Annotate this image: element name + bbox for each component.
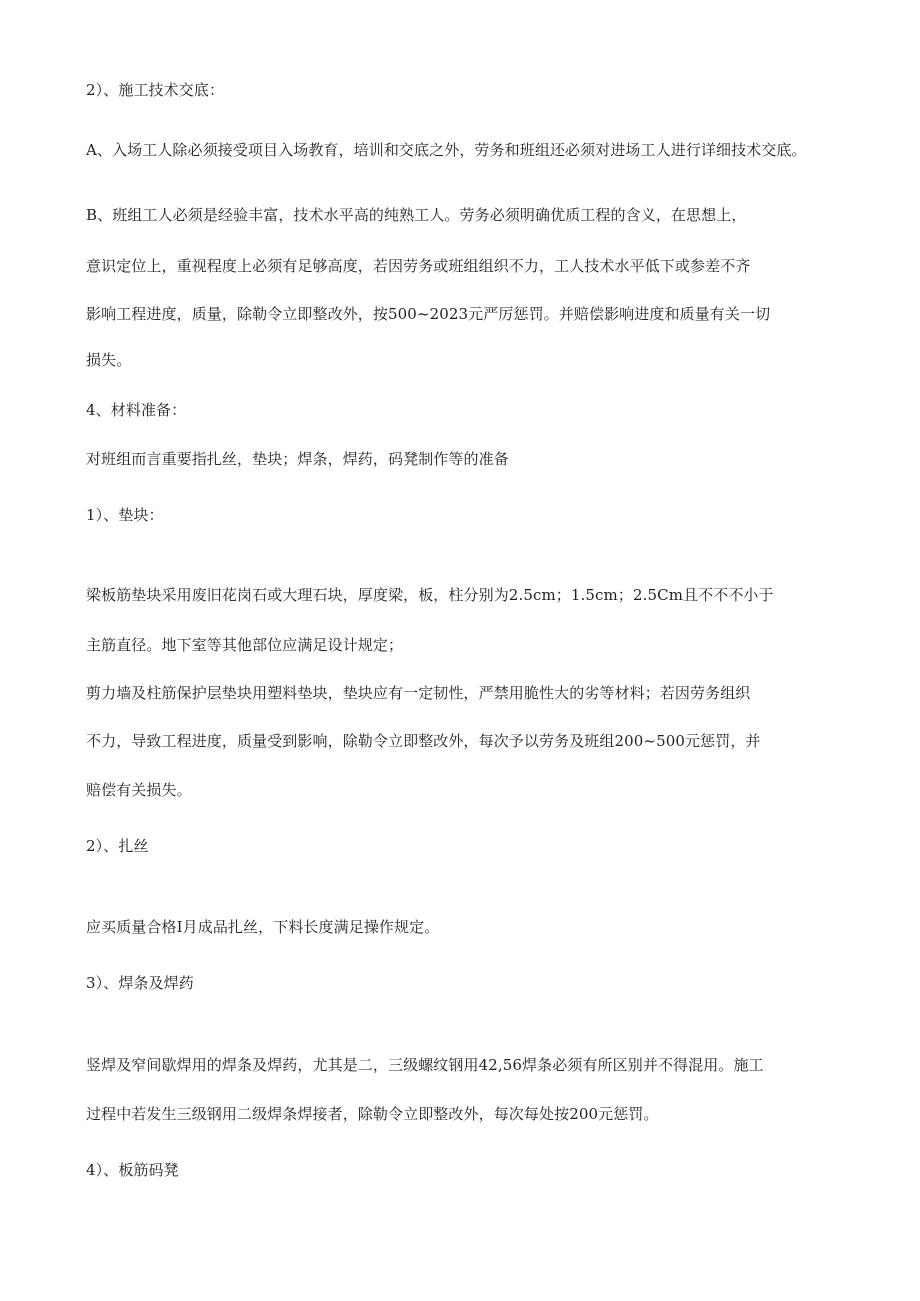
paragraph-a: A、入场工人除必须接受项目入场教育，培训和交底之外，劳务和班组还必须对进场工人进行详细技术交底。 — [86, 141, 807, 159]
paragraph-welding-line-2: 过程中若发生三级钢用二级焊条焊接者，除勒令立即整改外，每次每处按200元惩罚。 — [86, 1105, 659, 1123]
paragraph-spacer-line-1: 梁板筋垫块采用废旧花岗石或大理石块，厚度梁，板，柱分别为2.5cm；1.5cm；2.5Cm且不不不小于 — [86, 586, 774, 604]
heading-spacer-blocks: 1）、垫块： — [86, 506, 164, 524]
paragraph-binding-wire: 应买质量合格I月成品扎丝，下料长度满足操作规定。 — [86, 918, 440, 936]
paragraph-plastic-spacer-line-2: 不力，导致工程进度，质量受到影响，除勒令立即整改外，每次予以劳务及班组200~500元惩罚，并 — [86, 732, 761, 750]
paragraph-b-line-3: 影响工程进度，质量，除勒令立即整改外，按500~2023元严厉惩罚。并赔偿影响进度和质量有关一切 — [86, 305, 771, 323]
paragraph-spacer-line-2: 主筋直径。地下室等其他部位应满足设计规定； — [86, 636, 404, 654]
paragraph-b-line-2: 意识定位上，重视程度上必须有足够高度，若因劳务或班组组织不力，工人技术水平低下或参差不齐 — [86, 257, 751, 275]
paragraph-material-intro: 对班组而言重要指扎丝，垫块；焊条，焊药，码凳制作等的准备 — [86, 450, 509, 468]
paragraph-plastic-spacer-line-1: 剪力墙及柱筋保护层垫块用塑料垫块，垫块应有一定韧性，严禁用脆性大的劣等材料；若因劳务组织 — [86, 684, 751, 702]
heading-welding-rods: 3）、焊条及焊药 — [86, 974, 194, 992]
paragraph-plastic-spacer-line-3: 赔偿有关损失。 — [86, 781, 192, 799]
heading-material-preparation: 4、材料准备： — [86, 401, 187, 419]
heading-binding-wire: 2）、扎丝 — [86, 837, 149, 855]
paragraph-welding-line-1: 竖焊及窄间歇焊用的焊条及焊药，尤其是二，三级螺纹钢用42,56焊条必须有所区别并不得混用。施工 — [86, 1056, 764, 1074]
paragraph-b-line-4: 损失。 — [86, 351, 132, 369]
paragraph-b-line-1: B、班组工人必须是经验丰富，技术水平高的纯熟工人。劳务必须明确优质工程的含义，在思想上， — [86, 206, 747, 224]
heading-rebar-chairs: 4）、板筋码凳 — [86, 1161, 179, 1179]
heading-technical-briefing: 2）、施工技术交底： — [86, 81, 225, 99]
